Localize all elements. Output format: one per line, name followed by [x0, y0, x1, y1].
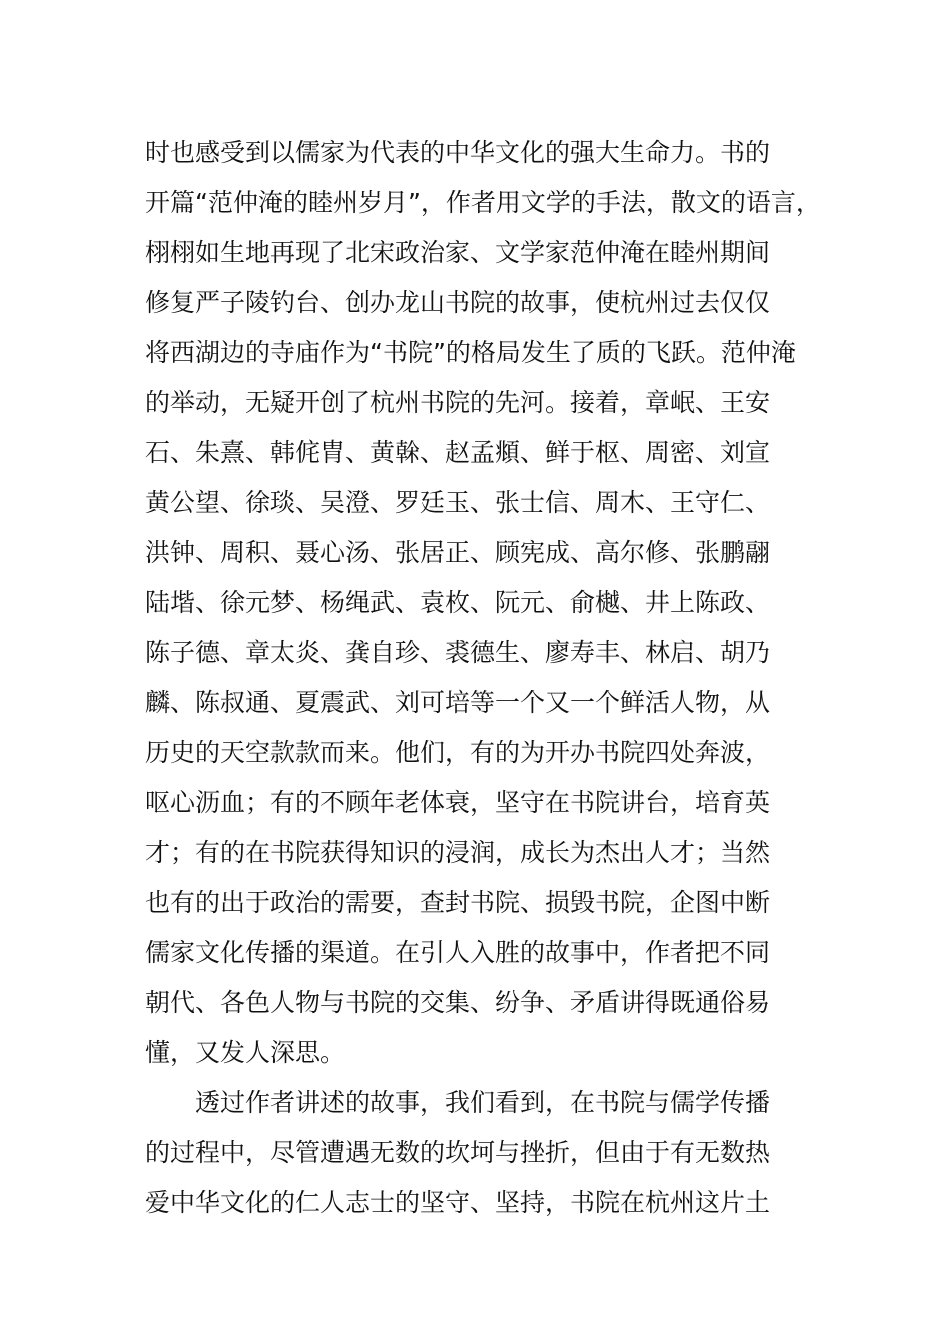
- text-line: 才；有的在书院获得知识的浸润，成长为杰出人才；当然: [145, 838, 771, 867]
- text-line: 陈子德、章太炎、龚自珍、裘德生、廖寿丰、林启、胡乃: [145, 638, 771, 667]
- text-line: 透过作者讲述的故事，我们看到，在书院与儒学传播: [195, 1088, 771, 1117]
- text-line: 修复严子陵钓台、创办龙山书院的故事，使杭州过去仅仅: [145, 288, 771, 317]
- body-text: [145, 128, 825, 1228]
- text-line: 爱中华文化的仁人志士的坚守、坚持，书院在杭州这片土: [145, 1188, 771, 1217]
- text-line: 麟、陈叔通、夏震武、刘可培等一个又一个鲜活人物，从: [145, 688, 771, 717]
- text-line: 黄公望、徐琰、吴澄、罗廷玉、张士信、周木、王守仁、: [145, 488, 771, 517]
- text-line: 呕心沥血；有的不顾年老体衰，坚守在书院讲台，培育英: [145, 788, 771, 817]
- text-line: 石、朱熹、韩侂胄、黄榦、赵孟頫、鲜于枢、周密、刘宣: [145, 438, 771, 467]
- paragraph-1: [145, 128, 825, 1078]
- text-line: 朝代、各色人物与书院的交集、纷争、矛盾讲得既通俗易: [145, 988, 771, 1017]
- text-line: 开篇“范仲淹的睦州岁月”，作者用文学的手法，散文的语言，: [145, 188, 821, 217]
- text-line: 将西湖边的寺庙作为“书院”的格局发生了质的飞跃。范仲淹: [145, 338, 796, 367]
- text-line: 也有的出于政治的需要，查封书院、损毁书院，企图中断: [145, 888, 771, 917]
- text-line: 的过程中，尽管遭遇无数的坎坷与挫折，但由于有无数热: [145, 1138, 771, 1167]
- text-line: 洪钟、周积、聂心汤、张居正、顾宪成、高尔修、张鹏翮: [145, 538, 771, 567]
- text-line: 时也感受到以儒家为代表的中华文化的强大生命力。书的: [145, 138, 771, 167]
- text-line: 的举动，无疑开创了杭州书院的先河。接着，章岷、王安: [145, 388, 771, 417]
- text-line: 栩栩如生地再现了北宋政治家、文学家范仲淹在睦州期间: [145, 238, 771, 267]
- paragraph-2: [145, 1078, 825, 1228]
- text-line: 陆堦、徐元梦、杨绳武、袁枚、阮元、俞樾、井上陈政、: [145, 588, 771, 617]
- text-line: 儒家文化传播的渠道。在引人入胜的故事中，作者把不同: [145, 938, 771, 967]
- text-line: 历史的天空款款而来。他们，有的为开办书院四处奔波，: [145, 738, 771, 767]
- text-line: 懂，又发人深思。: [145, 1038, 346, 1067]
